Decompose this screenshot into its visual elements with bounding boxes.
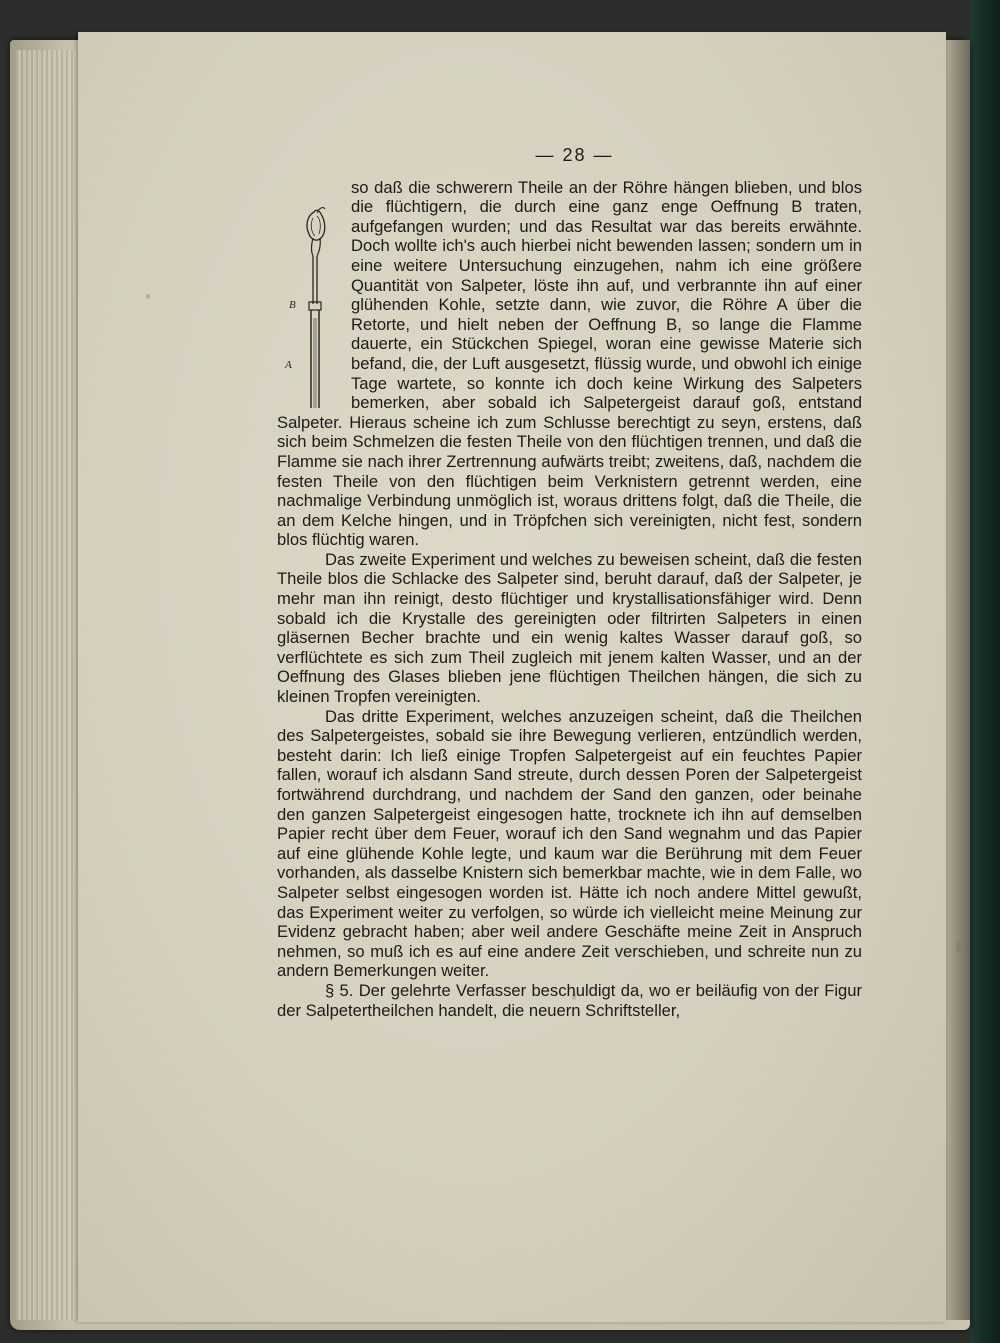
paragraph-2: Das zweite Experiment und welches zu beweisen scheint, daß die festen Theile blos die Schlacke des Salpeter sind, beruht darauf, daß der Salpeter, je mehr man ihn reinigt, desto flüchtiger und krystallisationsfähiger wird. Denn sobald ich die Krystalle des gereinigten oder filtrirten Salpeters in einen gläsernen Becher brachte und ein wenig kaltes Wasser darauf goß, so verflüchtete es sich zum Theil zugleich mit jenem kalten Wasser, und an der Oeffnung des Glases blieben jene flüchtigen Theilchen hängen, die sich zu kleinen Tropfen vereinigten. bbox=[277, 549, 862, 707]
page-number: — 28 — bbox=[535, 145, 614, 165]
background-cloth bbox=[970, 0, 1000, 1343]
figure-label-a: A bbox=[285, 358, 292, 371]
paragraph-1: so daß die schwerern Theile an der Röhre hängen blieben, und blos die flüchtigern, die durch eine ganz enge Oeffnung B traten, aufgefangen wurden; und das Resultat war das bereits erwähnte. Doch wollte ich's auch hierbei nicht bewenden lassen; sondern um in eine weitere Untersuchung einzugehen, nahm ich eine größere Quantität von Salpeter, löste ihn auf, und verbrannte ihn auf einer glühenden Kohle, setzte dann, wie zuvor, die Röhre A über die Retorte, und hielt neben der Oeffnung B, so lange die Flamme dauerte, ein Stückchen Spiegel, woran eine gewisse Materie sich befand, die, der Luft ausgesetzt, flüssig wurde, und obwohl ich einige Tage wartete, so konnte ich doch keine Wirkung des Salpeters bemerken, aber sobald ich Salpetergeist darauf goß, entstand Salpeter. Hieraus scheine ich zum Schlusse berechtigt zu seyn, erstens, daß sich beim Schmelzen die festen Theile von den flüchtigen trennen, und daß die Flamme sie nach ihrer Zertrennung aufwärts treibt; zweitens, daß, nachdem die festen Theile von den flüchtigen beim Verknistern getrennt werden, eine nachmalige Verbindung unmöglich ist, woraus drittens folgt, daß die Theile, die an dem Kelche hingen, und in Tröpfchen sich vereinigten, nicht fest, sondern blos flüchtig waren. bbox=[277, 177, 862, 550]
retort-tube-drawing bbox=[277, 178, 347, 408]
page-text-block bbox=[277, 146, 862, 1020]
figure-label-b: B bbox=[289, 298, 296, 311]
paragraph-section-5: § 5. Der gelehrte Verfasser beschuldigt da, wo er beiläufig von der Figur der Salpetertheilchen handelt, die neuern Schriftsteller, bbox=[277, 980, 862, 1020]
paper-spot bbox=[146, 294, 150, 299]
paper-spot bbox=[956, 942, 961, 952]
paragraph-3: Das dritte Experiment, welches anzuzeigen scheint, daß die Theilchen des Salpetergeistes, sobald sie ihre Bewegung verlieren, entzündlich werden, besteht darin: Ich ließ einige Tropfen Salpetergeist auf ein feuchtes Papier fallen, worauf ich alsdann Sand streute, durch dessen Poren der Salpetergeist fortwährend durchdrang, und nachdem der Sand den ganzen, oder beinahe den ganzen Salpetergeist eingesogen hatte, trocknete ich ihn auf demselben Papier recht über dem Feuer, worauf ich den Sand wegnahm und das Papier auf eine glühende Kohle legte, und kaum war die Berührung mit dem Feuer vorhanden, als dasselbe Knistern sich bemerkbar machte, wie in dem Falle, wo Salpeter selbst eingesogen worden ist. Hätte ich noch andere Mittel gewußt, das Experiment weiter zu verfolgen, so würde ich vielleicht meine Meinung zur Evidenz gebracht haben; aber weil andere Geschäfte meine Zeit in Anspruch nehmen, so muß ich es auf eine andere Zeit verschieben, und schreite nun zu andern Bemerkungen weiter. bbox=[277, 706, 862, 981]
retort-tube-figure bbox=[277, 178, 347, 408]
